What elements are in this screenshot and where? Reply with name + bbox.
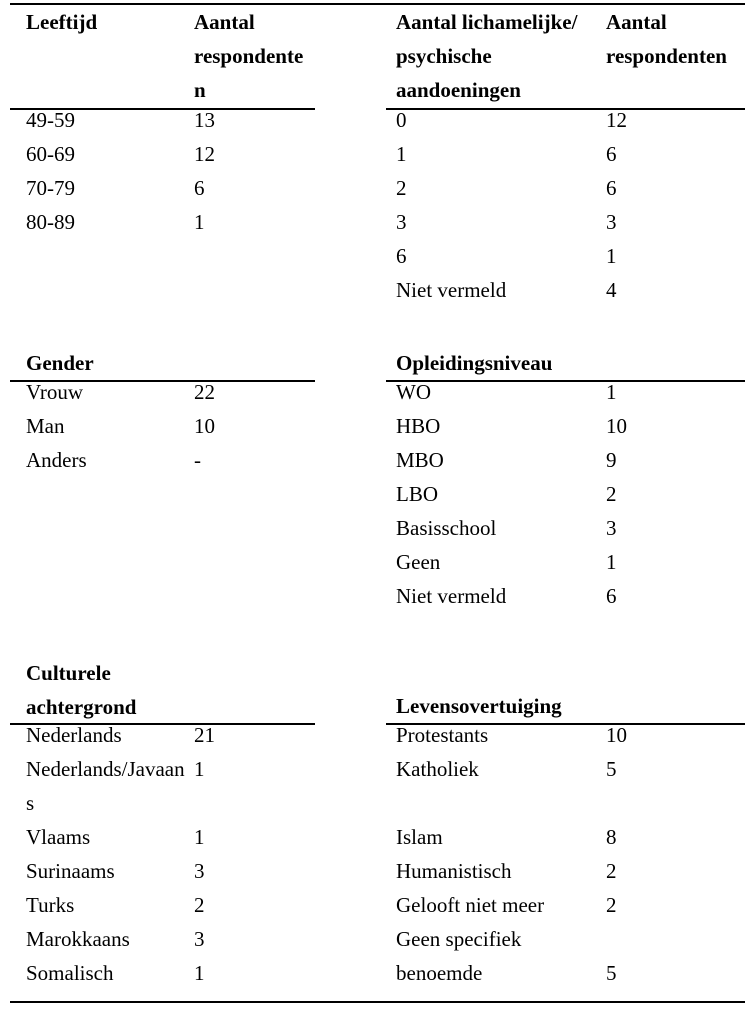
row-value: 1: [194, 757, 205, 781]
row-value: 1: [606, 244, 617, 268]
row-label: MBO: [396, 448, 444, 472]
table-row: [386, 375, 745, 409]
row-label: 1: [396, 142, 407, 166]
row-label: benoemde: [396, 961, 483, 985]
row-label: Niet vermeld: [396, 584, 507, 608]
row-label: 3: [396, 210, 407, 234]
table-row: [386, 854, 745, 888]
table-row: [386, 718, 745, 752]
header-cell-count: [194, 656, 315, 723]
header-cell-count: [606, 5, 745, 108]
table-row: [386, 477, 745, 511]
row-label: s: [26, 791, 35, 815]
row-label: 0: [396, 108, 407, 132]
table-row: [10, 820, 315, 854]
row-label: Anders: [26, 448, 87, 472]
table-row: [10, 409, 315, 443]
row-label: WO: [396, 380, 431, 404]
table-culturele-achtergrond-body: [10, 718, 315, 990]
table-row: [386, 888, 745, 922]
table-row: [10, 752, 315, 786]
row-label: 6: [396, 244, 407, 268]
row-value: 10: [606, 723, 627, 747]
table-row: [386, 171, 745, 205]
table-leeftijd-body: [10, 103, 315, 239]
table-leeftijd: [10, 5, 315, 239]
table-row: [10, 922, 315, 956]
row-value: 5: [606, 961, 617, 985]
table-row: [386, 273, 745, 307]
row-label: Katholiek: [396, 757, 479, 781]
table-opleidingsniveau-body: [386, 375, 745, 613]
table-row: [386, 443, 745, 477]
row-label: Basisschool: [396, 516, 497, 540]
table-row: [10, 137, 315, 171]
table-opleidingsniveau: [386, 346, 745, 613]
row-label: 49-59: [26, 108, 75, 132]
row-value: 3: [194, 859, 205, 883]
row-value: [606, 786, 745, 820]
row-label: Surinaams: [26, 859, 115, 883]
table-row: [386, 820, 745, 854]
row-value: 3: [606, 210, 617, 234]
table-row: [386, 956, 745, 990]
header-cell-label: [10, 656, 194, 723]
row-value: 12: [606, 108, 627, 132]
table-gender-body: [10, 375, 315, 477]
header-line: respondenten: [606, 44, 727, 68]
header-line: respondente: [194, 44, 304, 68]
table-row: [10, 443, 315, 477]
row-value: 6: [194, 176, 205, 200]
table-levensovertuiging: [386, 656, 745, 990]
row-label: Protestants: [396, 723, 489, 747]
table-row: [386, 545, 745, 579]
row-value: 12: [194, 142, 215, 166]
row-value: 1: [194, 825, 205, 849]
row-value: 3: [606, 516, 617, 540]
header-line: n: [194, 78, 206, 102]
table-aandoeningen-body: [386, 103, 745, 307]
row-label: 60-69: [26, 142, 75, 166]
row-label: Geen specifiek: [396, 927, 522, 951]
table-row: [386, 205, 745, 239]
table-leeftijd-header: [10, 5, 315, 110]
table-row: [386, 239, 745, 273]
header-line: Levensovertuiging: [396, 694, 562, 718]
table-row: [10, 786, 315, 820]
table-row: [386, 579, 745, 613]
row-value: 2: [194, 893, 205, 917]
table-gender: [10, 346, 315, 477]
row-value: 1: [606, 550, 617, 574]
row-value: 10: [194, 414, 215, 438]
row-value: [194, 786, 315, 820]
table-row: [10, 171, 315, 205]
row-value: 2: [606, 859, 617, 883]
header-line: Aantal: [606, 10, 667, 34]
table-row: [10, 205, 315, 239]
header-line: Culturele: [26, 661, 111, 685]
row-label: Humanistisch: [396, 859, 512, 883]
row-value: 6: [606, 176, 617, 200]
row-value: 4: [606, 278, 617, 302]
header-line: Opleidingsniveau: [396, 351, 553, 375]
row-label: [386, 786, 606, 820]
table-row: [10, 956, 315, 990]
row-value: 9: [606, 448, 617, 472]
table-row: [386, 511, 745, 545]
row-label: Turks: [26, 893, 75, 917]
row-value: -: [194, 448, 201, 472]
row-label: Somalisch: [26, 961, 114, 985]
row-value: [606, 922, 745, 956]
table-levensovertuiging-body: [386, 718, 745, 990]
table-row: [386, 103, 745, 137]
table-row: [10, 718, 315, 752]
header-line: achtergrond: [26, 695, 137, 719]
row-label: 70-79: [26, 176, 75, 200]
table-culturele-achtergrond-header: [10, 656, 315, 725]
row-label: Islam: [396, 825, 443, 849]
header-cell-label: [10, 5, 194, 108]
row-label: Niet vermeld: [396, 278, 507, 302]
table-row: [386, 786, 745, 820]
table-row: [10, 103, 315, 137]
row-label: Marokkaans: [26, 927, 130, 951]
table-aandoeningen: [386, 5, 745, 307]
row-label: Man: [26, 414, 65, 438]
row-value: 2: [606, 893, 617, 917]
table-bottom-rule: [10, 1001, 745, 1003]
header-line: aandoeningen: [396, 78, 521, 102]
row-value: 2: [606, 482, 617, 506]
row-value: 22: [194, 380, 215, 404]
row-value: 6: [606, 584, 617, 608]
row-value: 21: [194, 723, 215, 747]
header-cell-count: [194, 5, 315, 108]
row-value: 5: [606, 757, 617, 781]
table-aandoeningen-header: [386, 5, 745, 110]
row-label: 2: [396, 176, 407, 200]
row-label: Nederlands: [26, 723, 122, 747]
row-label: Geen: [396, 550, 441, 574]
table-row: [10, 888, 315, 922]
row-label: LBO: [396, 482, 438, 506]
header-line: Aantal: [194, 10, 255, 34]
row-value: 13: [194, 108, 215, 132]
row-label: Vrouw: [26, 380, 84, 404]
table-row: [386, 922, 745, 956]
row-label: Nederlands/Javaan: [26, 757, 185, 781]
row-value: 3: [194, 927, 205, 951]
row-value: 1: [194, 961, 205, 985]
table-levensovertuiging-header: [386, 656, 745, 725]
header-line: psychische: [396, 44, 492, 68]
row-value: 1: [194, 210, 205, 234]
row-label: 80-89: [26, 210, 75, 234]
header-line: Leeftijd: [26, 10, 98, 34]
row-label: Gelooft niet meer: [396, 893, 545, 917]
table-row: [10, 375, 315, 409]
row-label: HBO: [396, 414, 441, 438]
table-culturele-achtergrond: [10, 656, 315, 990]
table-row: [386, 409, 745, 443]
row-label: Vlaams: [26, 825, 91, 849]
row-value: 1: [606, 380, 617, 404]
row-value: 6: [606, 142, 617, 166]
table-row: [10, 854, 315, 888]
table-row: [386, 137, 745, 171]
header-cell-label: [386, 5, 606, 108]
header-line: Gender: [26, 351, 94, 375]
header-line: Aantal lichamelijke/: [396, 10, 578, 34]
row-value: 8: [606, 825, 617, 849]
row-value: 10: [606, 414, 627, 438]
table-row: [386, 752, 745, 786]
